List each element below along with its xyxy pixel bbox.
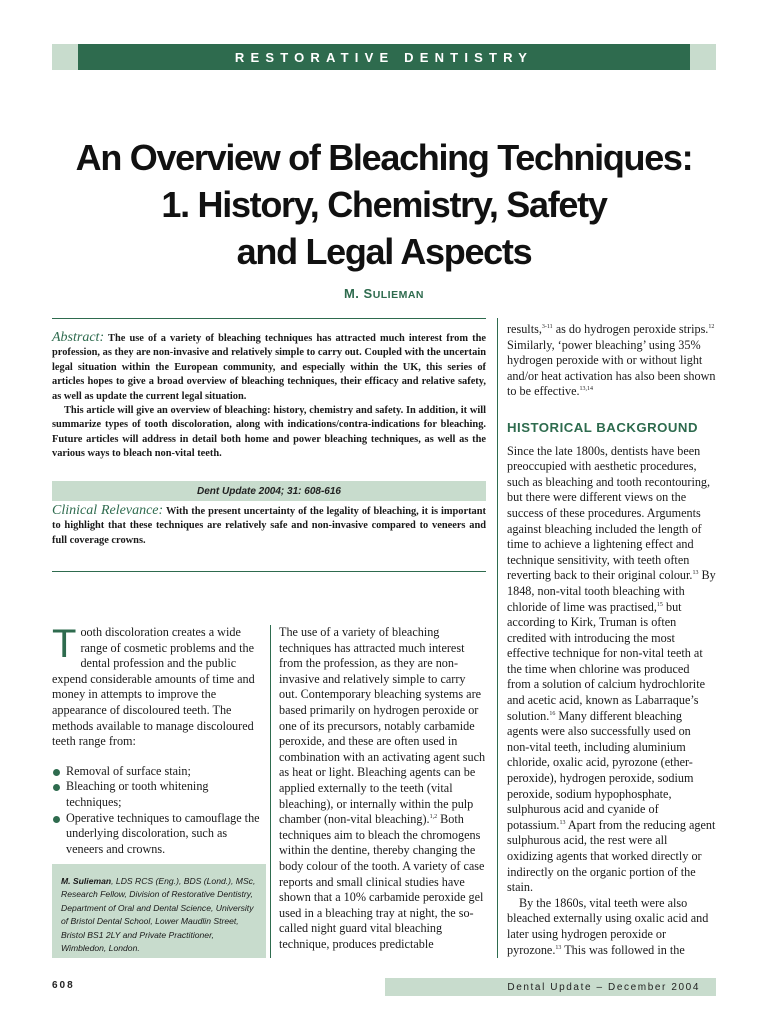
author-info [61, 875, 260, 955]
intro-text: ooth discoloration creates a wide range of cosmetic problems and the dental profession and the public expend considerable amounts of time and money in attempts to improve the appearance of discoloured teeth. The methods available to manage discoloured teeth range from: [52, 625, 255, 749]
drop-cap: T [52, 622, 77, 666]
column-divider [270, 625, 271, 958]
body-text: By 1848, non-vital tooth bleaching with chloride of lime was practised, [507, 568, 716, 614]
intro-paragraph [52, 622, 262, 750]
divider [52, 571, 486, 572]
body-text: results, [507, 322, 542, 336]
body-text: Apart from the reducing agent sulphurous acid, the rest were all oxidizing agents that worked directly or indirectly on the organic portion of the stain. [507, 817, 716, 895]
list-item-text: Bleaching or tooth whitening techniques; [66, 779, 209, 809]
abstract-label: Abstract: [52, 330, 105, 345]
reference-marker: 16 [549, 710, 556, 717]
citation: Dent Update 2004; 31: 608-616 [197, 485, 341, 497]
body-text: as do hydrogen peroxide strips. [552, 322, 709, 336]
footer-bar [385, 978, 716, 996]
list-item-text: Operative techniques to camouflage the underlying discoloration, such as veneers and crowns. [66, 810, 260, 856]
title-line: and Legal Aspects [236, 231, 532, 272]
body-text: Similarly, ‘power bleaching’ using 35% hydrogen peroxide with or without light and/or heat activation has also been shown to be effective. [507, 337, 716, 399]
body-text: By the 1860s, vital teeth were also bleached externally using oxalic acid and later using hydrogen peroxide or pyrozone. [507, 895, 709, 957]
reference-marker: 12 [708, 324, 715, 330]
body-text: Both techniques aim to bleach the chromogens within the dentine, thereby changing the body colour of the tooth. A variety of case reports and small clinical studies have shown that a 10% carbamide peroxide gel used in a bleaching tray at night, the so-called night guard vital bleaching technique, produces predictable [279, 812, 485, 951]
journal-footer: Dental Update – December 2004 [507, 981, 700, 993]
list-item [52, 811, 262, 858]
author-surname: ULIEMAN [372, 289, 425, 301]
body-text: The use of a variety of bleaching techniques has attracted much interest from the profession, as they are non-invasive and relatively simple to carry out. Contemporary bleaching systems are based primarily on hydrogen peroxide or one of its precursors, notably carbamide peroxide, and these are often used in combination with an activating agent such as heat or light. Bleaching agents can be applied externally to the teeth (vital bleaching), or internally within the pulp chamber (non-vital bleaching). [279, 625, 486, 827]
article-title [30, 134, 738, 275]
section-heading: HISTORICAL BACKGROUND [507, 419, 698, 435]
author-info-box [52, 864, 266, 958]
list-item [52, 764, 262, 780]
bullet-icon [53, 816, 60, 823]
body-paragraph [507, 444, 716, 896]
author-byline [0, 286, 768, 301]
body-paragraph [279, 625, 487, 952]
page-number: 608 [52, 980, 75, 991]
clinical-relevance-text: With the present uncertainty of the legality of bleaching, it is important to highlight that these techniques are relatively safe and non-invasive compared to veneers and full coverage crowns. [52, 506, 486, 546]
abstract-paragraph [52, 331, 486, 404]
column-divider [497, 318, 498, 958]
section-banner [52, 44, 716, 70]
author-info-name: M. Sulieman [61, 876, 112, 886]
clinical-relevance-paragraph [52, 504, 486, 548]
title-line: An Overview of Bleaching Techniques: [75, 137, 693, 178]
reference-marker: 3-11 [541, 324, 553, 330]
clinical-relevance-label: Clinical Relevance: [52, 503, 164, 518]
body-text: Since the late 1800s, dentists have been preoccupied with aesthetic procedures, such as bleaching and tooth recontouring, but there were different views on the success of these procedures. Arguments against bleaching included the length of time to achieve a lightening effect and technique sensitivity, with teeth often reverting back to their original colour. [507, 443, 711, 583]
column-1 [52, 622, 262, 857]
bullet-icon [53, 769, 60, 776]
divider [52, 318, 486, 319]
section-banner-label: RESTORATIVE DENTISTRY [78, 44, 690, 70]
reference-marker: 13,14 [579, 386, 594, 393]
bullet-icon [53, 784, 60, 791]
clinical-relevance [52, 504, 486, 548]
body-paragraph [507, 322, 716, 400]
list-item [52, 779, 262, 810]
body-paragraph [507, 896, 716, 958]
title-line: 1. History, Chemistry, Safety [161, 184, 607, 225]
abstract-paragraph-2: This article will give an overview of bleaching: history, chemistry and safety. In addition, it will summarize types of tooth discoloration, along with indications/contra-indications for bleaching. Future articles will address in detail both home and power bleaching techniques, as well as the various ways to bleach non-vital teeth. [52, 405, 486, 460]
citation-bar [52, 481, 486, 501]
abstract [52, 331, 486, 462]
author-info-details: , LDS RCS (Eng.), BDS (Lond.), MSc, Research Fellow, Division of Restorative Dentistry, Department of Oral and Dental Science, University of Bristol Dental School, Lower Maudlin Street, Bristol BS1 2LY and Private Practitioner, Wimbledon, London. [61, 876, 256, 954]
reference-marker: 1,2 [429, 814, 438, 821]
abstract-text: The use of a variety of bleaching techniques has attracted much interest from the profession, as they are non-invasive and relatively simple to carry out. Coupled with the uncertain legal situation within the European community, and especially within the UK, this series of articles hopes to give a broad overview of bleaching techniques, their efficacy and relative safety, as well as update the current legal situation. [52, 333, 486, 402]
methods-list [52, 764, 262, 858]
reference-marker: 15 [656, 601, 663, 608]
author-initial: M. S [343, 286, 373, 301]
reference-marker: 13 [692, 570, 699, 577]
reference-marker: 13 [555, 944, 562, 951]
body-text: but according to Kirk, Truman is often credited with introducing the most effective technique for non-vital teeth at the time when chlorine was produced from a solution of calcium hydrochlorite and acetic acid, known as Labarraque’s solution. [507, 599, 705, 723]
reference-marker: 13 [559, 819, 566, 826]
column-3 [507, 322, 716, 958]
list-item-text: Removal of surface stain; [66, 763, 191, 778]
body-text: Many different bleaching agents were also successfully used on non-vital teeth, including aluminium chloride, oxalic acid, pyrozone (ether-peroxide), hydrogen peroxide, sodium peroxide, sodium hypophosphate, sulphurous acid and cyanide of potassium. [507, 708, 694, 832]
column-2 [279, 625, 487, 952]
body-text: This was followed in the [561, 942, 685, 957]
